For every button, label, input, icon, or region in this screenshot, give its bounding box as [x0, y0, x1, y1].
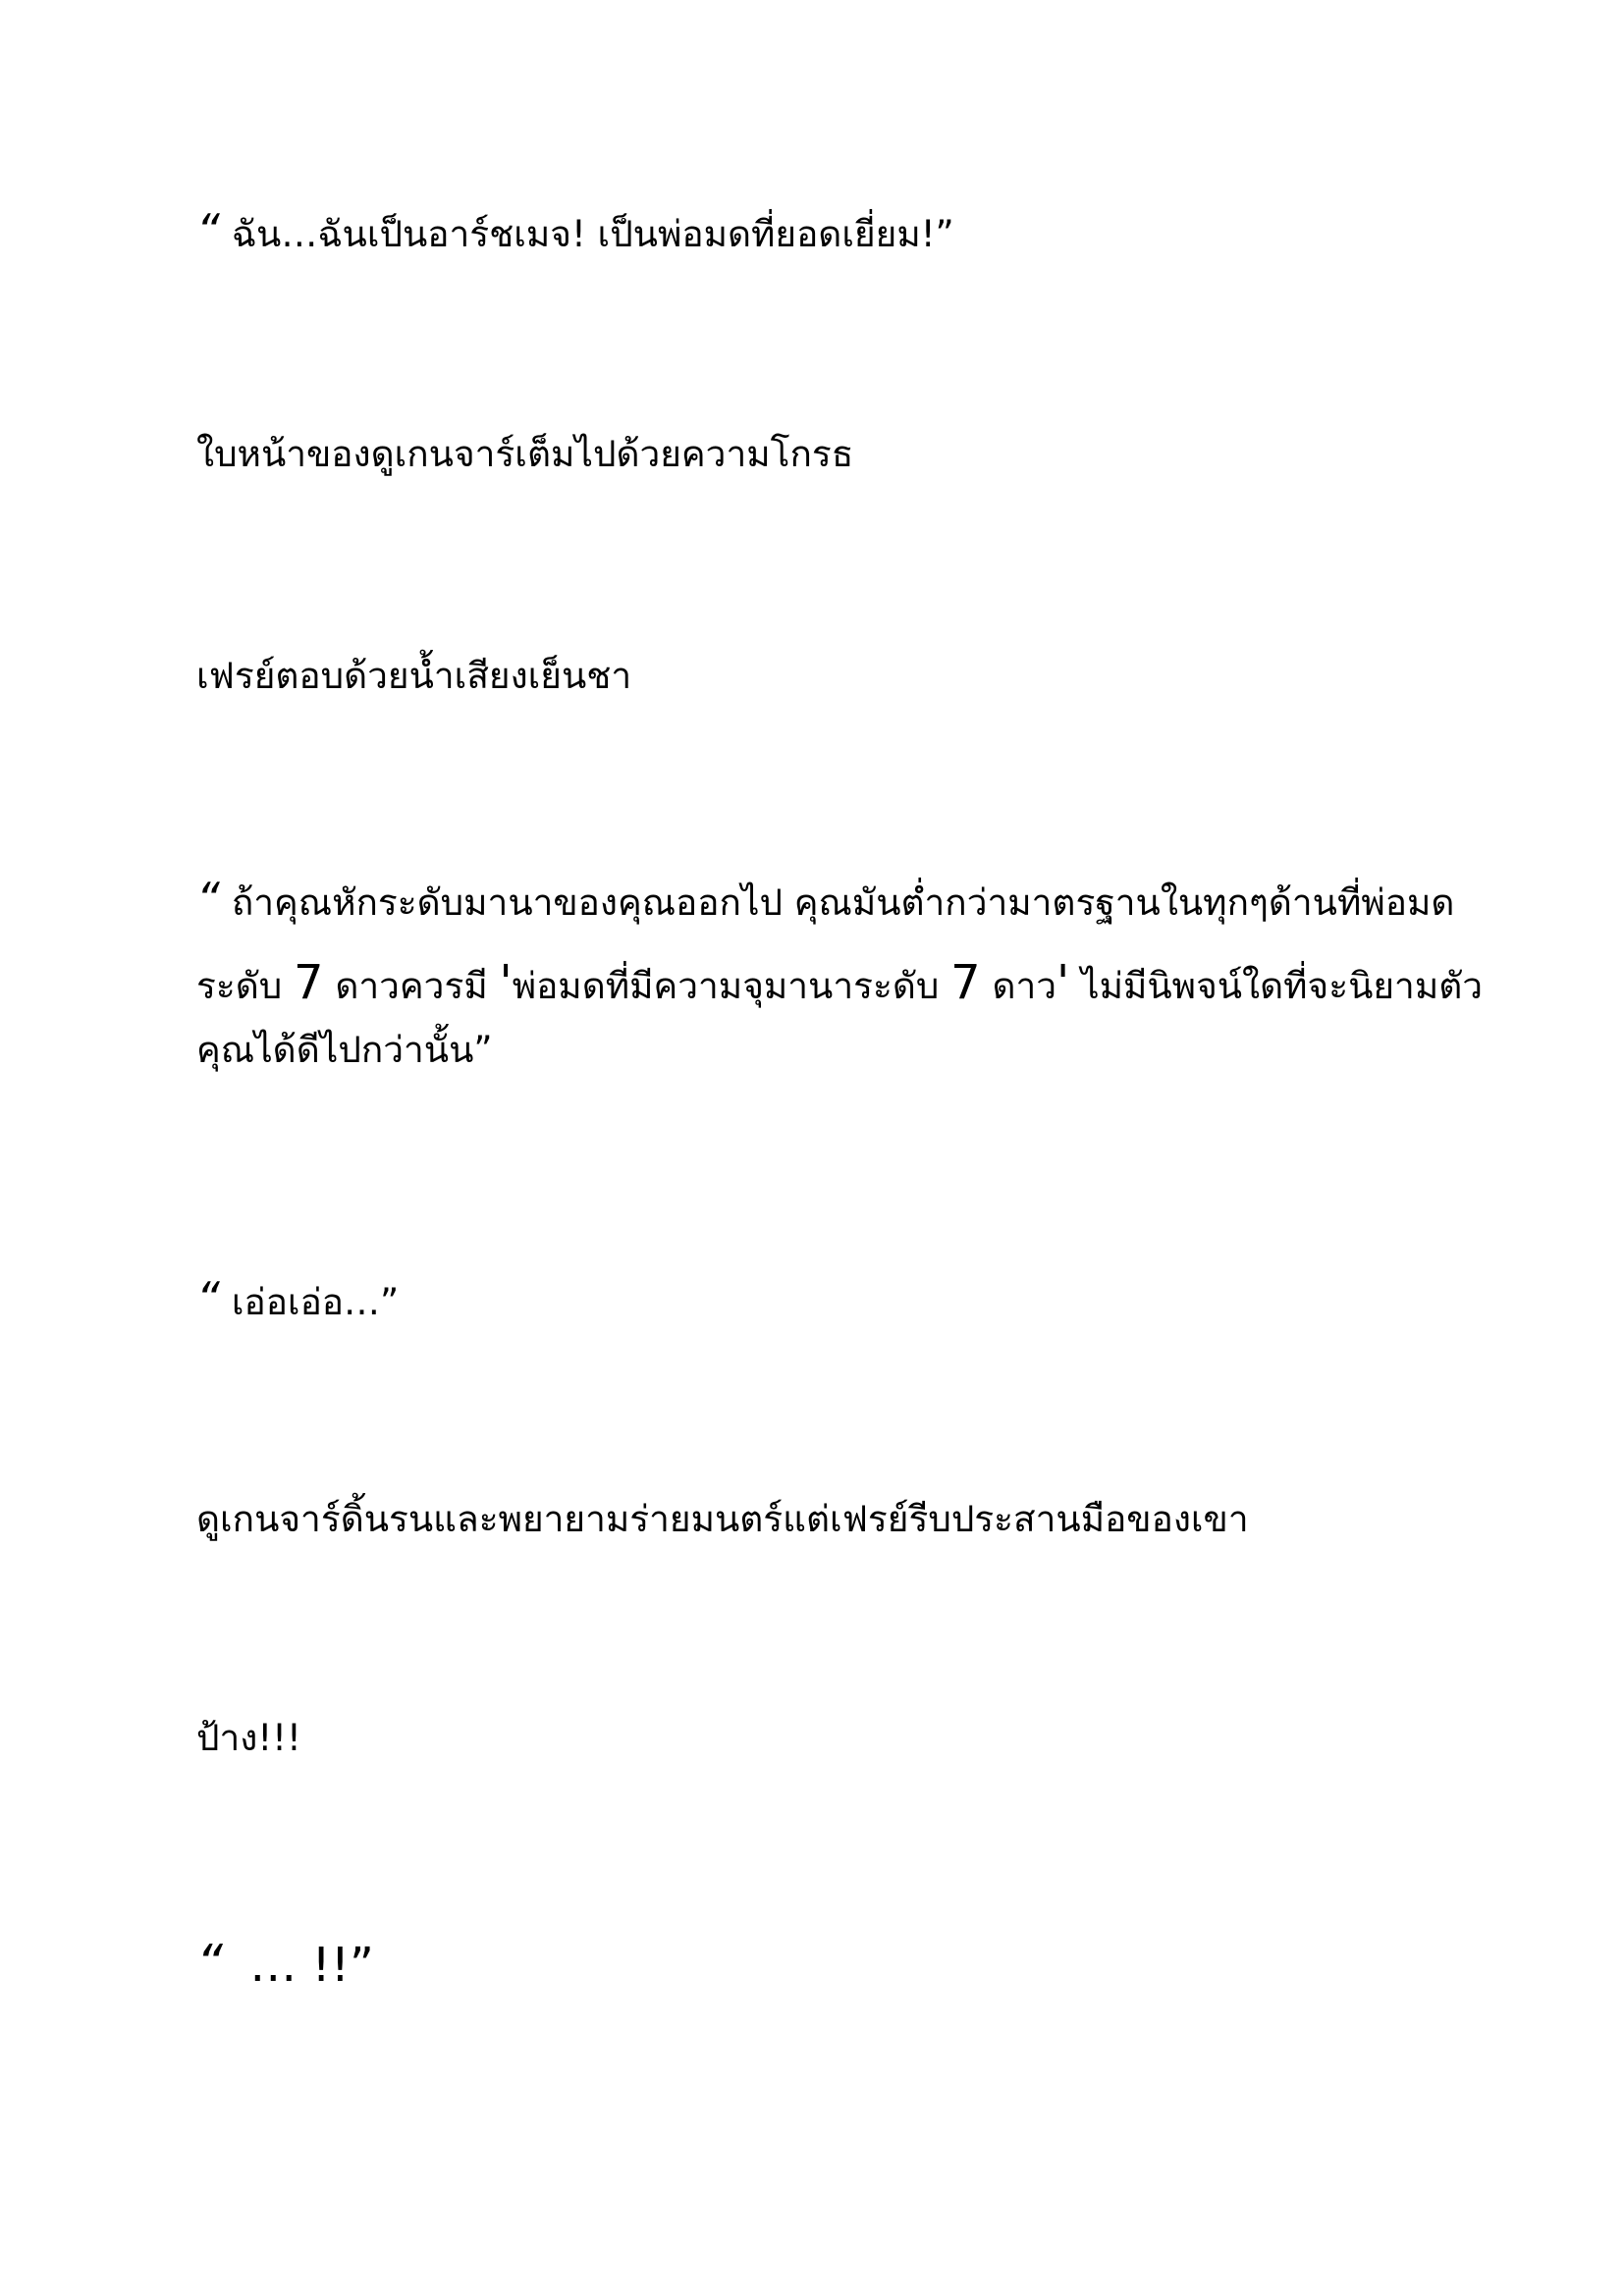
paragraph-8: [196, 1935, 1453, 1994]
open-quote: “: [196, 204, 220, 257]
paragraph-text: ฉัน…ฉันเป็นอาร์ชเมจ! เป็นพ่อมดที่ยอดเยี่ยม!”: [231, 213, 954, 255]
paragraph-line-1: [196, 873, 1455, 926]
paragraph-line-2: [196, 955, 1484, 1010]
line-text: ดาวควรมี: [323, 965, 500, 1007]
open-quote: “: [196, 1935, 223, 1994]
paragraph-6: [196, 1498, 1453, 1540]
line-text: ไม่มีนิพจน์ใดที่จะนิยามตัว: [1069, 965, 1484, 1007]
quote-text: ': [499, 955, 513, 1010]
line-text: ระดับ: [196, 965, 295, 1007]
paragraph-line-3: คุณได้ดีไปกว่านั้น”: [196, 1029, 493, 1071]
paragraph-3: [196, 655, 1453, 697]
line-text: ดาว: [980, 965, 1057, 1007]
paragraph-text: ดูเกนจาร์ดิ้นรนและพยายามร่ายมนตร์แต่เฟรย์รีบประสานมือของเขา: [196, 1498, 1249, 1540]
paragraph-2: [196, 433, 1453, 475]
number-text: 7: [294, 955, 324, 1010]
open-quote: “: [196, 873, 220, 926]
paragraph-1: [196, 204, 1453, 257]
paragraph-7: [196, 1717, 1453, 1759]
quote-text: ': [1056, 955, 1070, 1010]
line-text: ถ้าคุณหักระดับมานาของคุณออกไป คุณมันต่ำกว่ามาตรฐานในทุกๆด้านที่พ่อมด: [231, 881, 1455, 924]
paragraph-text: เอ่อเอ่อ…”: [231, 1281, 400, 1323]
paragraph-4: [196, 873, 1484, 1071]
paragraph-5: [196, 1272, 1453, 1325]
paragraph-text: ใบหน้าของดูเกนจาร์เต็มไปด้วยความโกรธ: [196, 433, 854, 475]
number-text: 7: [950, 955, 981, 1010]
line-text: พ่อมดที่มีความจุมานาระดับ: [512, 965, 951, 1007]
open-quote: “: [196, 1272, 220, 1325]
paragraph-text: … !!”: [234, 1938, 374, 1993]
paragraph-text: เฟรย์ตอบด้วยน้ำเสียงเย็นชา: [196, 655, 632, 697]
paragraph-text: ป้าง!!!: [196, 1717, 301, 1759]
